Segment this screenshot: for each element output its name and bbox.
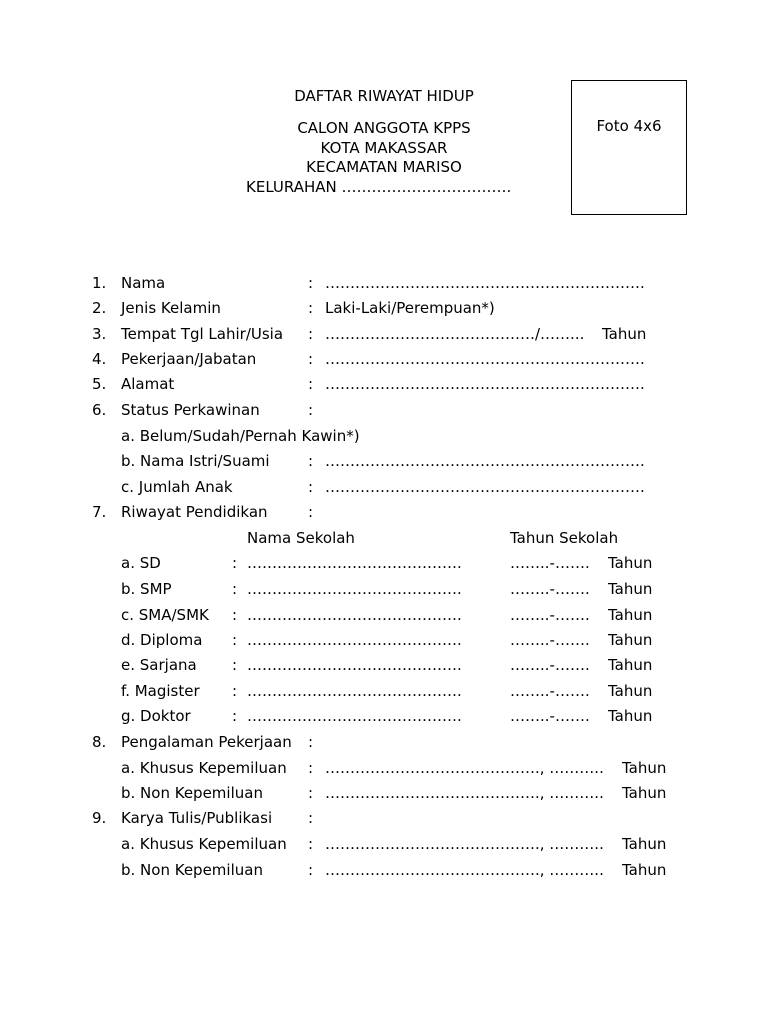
education-level-label: f. Magister [121, 682, 200, 700]
education-school-blank[interactable]: ……………………………………. [247, 682, 462, 700]
field-colon: : [308, 274, 314, 292]
education-level-label: c. SMA/SMK [121, 606, 209, 624]
field-blank-pekerjaan[interactable]: ………………………………………………………. [325, 350, 645, 368]
item-number: 3. [92, 325, 107, 343]
field-label-non-kepemiluan: b. Non Kepemiluan [121, 861, 263, 879]
tahun-label: Tahun [608, 606, 653, 624]
field-blank-nama-istri-suami[interactable]: ………………………………………………………. [325, 452, 645, 470]
column-header-nama-sekolah: Nama Sekolah [247, 529, 355, 547]
document-title: DAFTAR RIWAYAT HIDUP [294, 87, 474, 105]
field-label-tempat-tgl-lahir: Tempat Tgl Lahir/Usia [121, 325, 284, 343]
field-colon: : [308, 452, 314, 470]
education-school-blank[interactable]: ……………………………………. [247, 707, 462, 725]
tahun-label: Tahun [608, 707, 653, 725]
field-colon: : [232, 631, 238, 649]
field-colon: : [308, 503, 314, 521]
tahun-label: Tahun [608, 580, 653, 598]
field-value-jenis-kelamin[interactable]: Laki-Laki/Perempuan*) [325, 299, 495, 317]
field-blank-alamat[interactable]: ………………………………………………………. [325, 375, 645, 393]
field-colon: : [232, 656, 238, 674]
column-header-tahun-sekolah: Tahun Sekolah [510, 529, 619, 547]
education-level-label: a. SD [121, 554, 161, 572]
field-blank-tempat-tgl-lahir[interactable]: ……………………………………/……... [325, 325, 585, 343]
tahun-label: Tahun [622, 835, 667, 853]
tahun-label: Tahun [608, 682, 653, 700]
photo-label: Foto 4x6 [596, 117, 662, 135]
field-label-riwayat-pendidikan: Riwayat Pendidikan [121, 503, 268, 521]
field-label-status-perkawinan: Status Perkawinan [121, 401, 260, 419]
tahun-label: Tahun [602, 325, 647, 343]
item-number: 2. [92, 299, 107, 317]
education-year-blank[interactable]: ……..-……. [510, 707, 590, 725]
field-colon: : [308, 478, 314, 496]
field-blank-karya-khusus[interactable]: ……………………………………., ……….. [325, 835, 604, 853]
field-blank-nama[interactable]: ………………………………………………………. [325, 274, 645, 292]
field-colon: : [308, 325, 314, 343]
field-label-nama: Nama [121, 274, 166, 292]
tahun-label: Tahun [622, 861, 667, 879]
header-line-3: KECAMATAN MARISO [306, 158, 462, 176]
field-colon: : [308, 784, 314, 802]
education-year-blank[interactable]: ……..-……. [510, 656, 590, 674]
field-blank-karya-non[interactable]: ……………………………………., ……….. [325, 861, 604, 879]
field-label-alamat: Alamat [121, 375, 175, 393]
education-level-label: b. SMP [121, 580, 172, 598]
field-colon: : [308, 733, 314, 751]
tahun-label: Tahun [608, 656, 653, 674]
field-blank-jumlah-anak[interactable]: ………………………………………………………. [325, 478, 645, 496]
education-school-blank[interactable]: ……………………………………. [247, 606, 462, 624]
header-line-4: KELURAHAN ……………………………. [246, 178, 512, 196]
field-label-jumlah-anak: c. Jumlah Anak [121, 478, 233, 496]
field-colon: : [232, 580, 238, 598]
field-label-khusus-kepemiluan: a. Khusus Kepemiluan [121, 759, 287, 777]
education-year-blank[interactable]: ……..-……. [510, 682, 590, 700]
field-label-pekerjaan: Pekerjaan/Jabatan [121, 350, 257, 368]
field-colon: : [308, 809, 314, 827]
education-school-blank[interactable]: ……………………………………. [247, 554, 462, 572]
field-colon: : [232, 707, 238, 725]
field-colon: : [308, 861, 314, 879]
item-number: 6. [92, 401, 107, 419]
education-year-blank[interactable]: ……..-……. [510, 606, 590, 624]
item-number: 8. [92, 733, 107, 751]
field-label-karya-tulis: Karya Tulis/Publikasi [121, 809, 273, 827]
header-line-1: CALON ANGGOTA KPPS [297, 119, 471, 137]
education-year-blank[interactable]: ……..-……. [510, 554, 590, 572]
education-level-label: e. Sarjana [121, 656, 197, 674]
field-colon: : [308, 759, 314, 777]
field-blank-pengalaman-non[interactable]: ……………………………………., ……….. [325, 784, 604, 802]
field-label-jenis-kelamin: Jenis Kelamin [121, 299, 221, 317]
field-colon: : [232, 554, 238, 572]
field-colon: : [232, 606, 238, 624]
photo-box [571, 80, 687, 215]
field-label-pengalaman-pekerjaan: Pengalaman Pekerjaan [121, 733, 292, 751]
field-colon: : [308, 350, 314, 368]
education-school-blank[interactable]: ……………………………………. [247, 580, 462, 598]
item-number: 4. [92, 350, 107, 368]
field-colon: : [308, 375, 314, 393]
education-school-blank[interactable]: ……………………………………. [247, 631, 462, 649]
field-label-status-options[interactable]: a. Belum/Sudah/Pernah Kawin*) [121, 427, 360, 445]
field-blank-pengalaman-khusus[interactable]: ……………………………………., ……….. [325, 759, 604, 777]
field-label-nama-istri-suami: b. Nama Istri/Suami [121, 452, 270, 470]
field-label-khusus-kepemiluan: a. Khusus Kepemiluan [121, 835, 287, 853]
tahun-label: Tahun [608, 554, 653, 572]
tahun-label: Tahun [622, 759, 667, 777]
field-colon: : [308, 835, 314, 853]
education-year-blank[interactable]: ……..-……. [510, 580, 590, 598]
education-year-blank[interactable]: ……..-……. [510, 631, 590, 649]
education-level-label: g. Doktor [121, 707, 191, 725]
field-colon: : [308, 299, 314, 317]
item-number: 1. [92, 274, 107, 292]
tahun-label: Tahun [608, 631, 653, 649]
tahun-label: Tahun [622, 784, 667, 802]
item-number: 7. [92, 503, 107, 521]
header-line-2: KOTA MAKASSAR [320, 139, 448, 157]
education-level-label: d. Diploma [121, 631, 203, 649]
field-colon: : [232, 682, 238, 700]
item-number: 5. [92, 375, 107, 393]
field-label-non-kepemiluan: b. Non Kepemiluan [121, 784, 263, 802]
item-number: 9. [92, 809, 107, 827]
field-colon: : [308, 401, 314, 419]
education-school-blank[interactable]: ……………………………………. [247, 656, 462, 674]
